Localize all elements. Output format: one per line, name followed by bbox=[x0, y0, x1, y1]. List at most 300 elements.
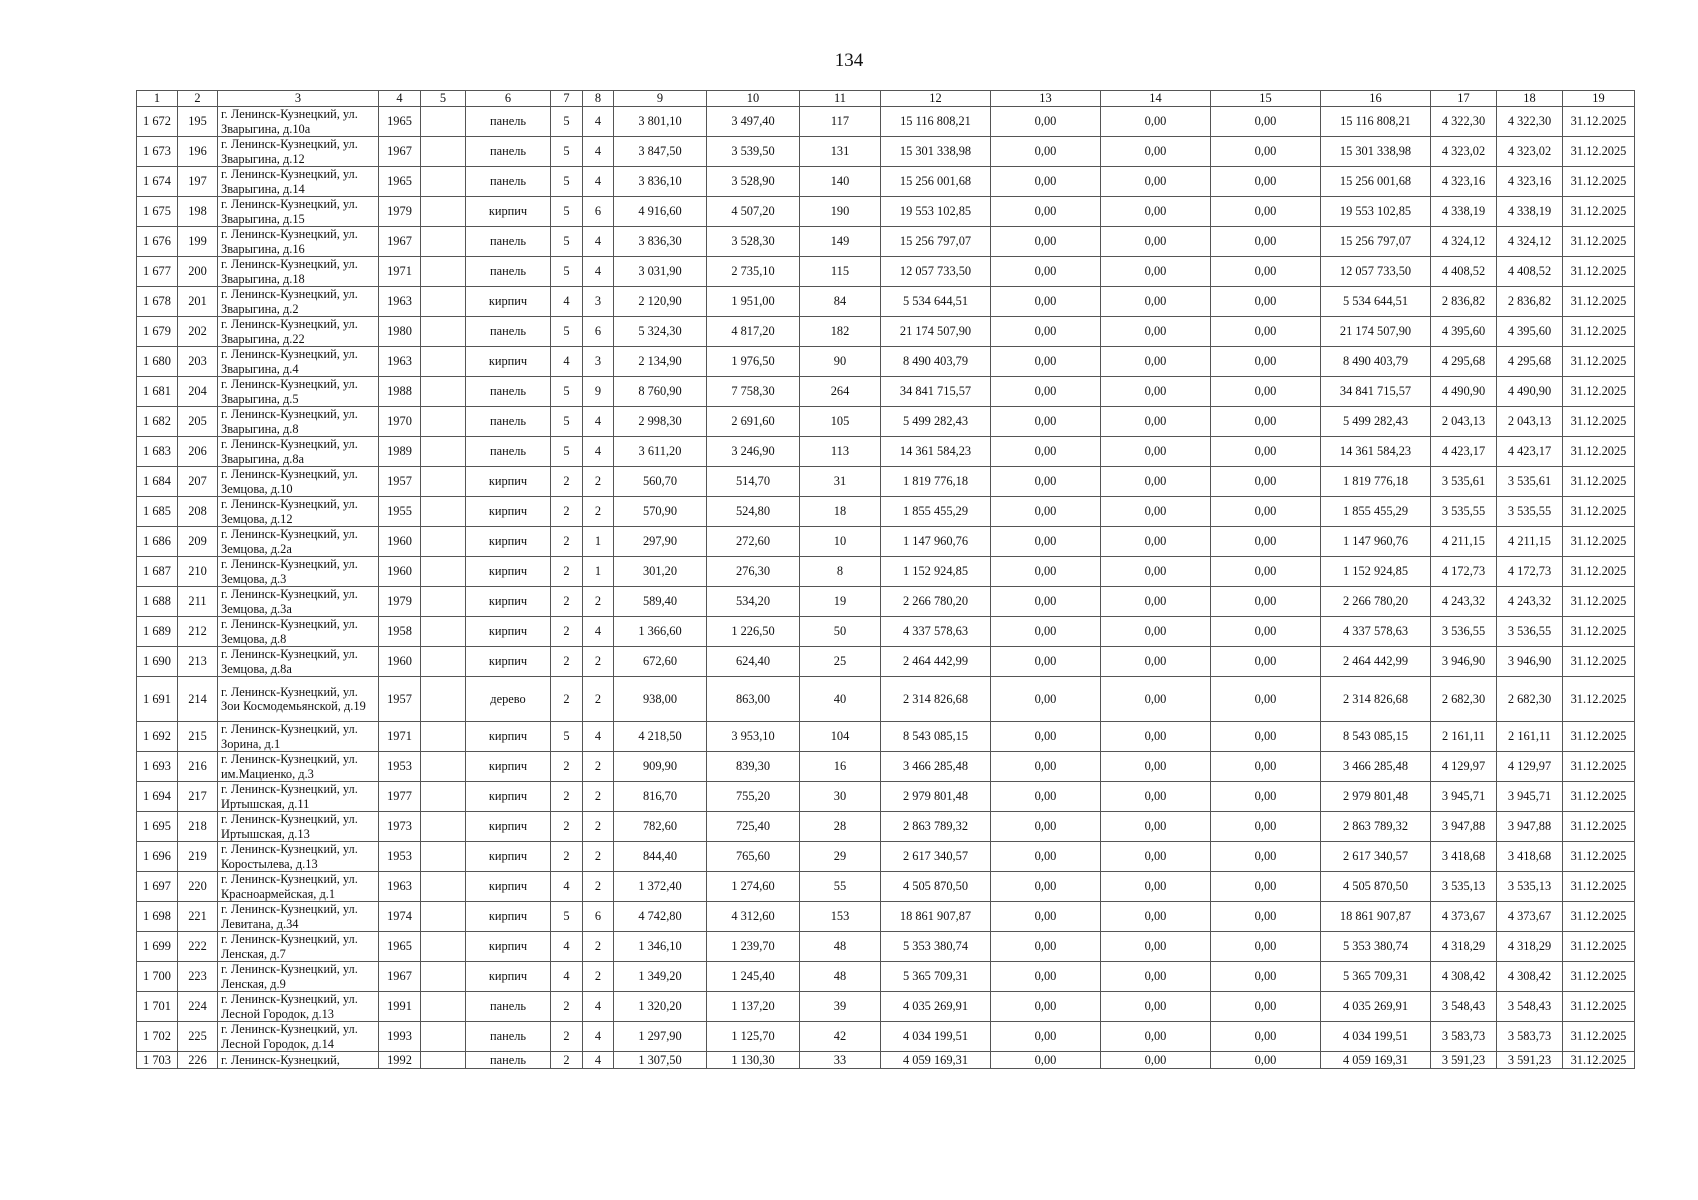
table-cell: 4 395,60 bbox=[1497, 317, 1563, 347]
table-cell: 15 256 001,68 bbox=[1321, 167, 1431, 197]
table-cell bbox=[421, 257, 466, 287]
table-cell: 1 692 bbox=[137, 722, 178, 752]
table-cell: 0,00 bbox=[991, 527, 1101, 557]
table-cell: 1 699 bbox=[137, 932, 178, 962]
table-cell: 2 617 340,57 bbox=[1321, 842, 1431, 872]
column-header-15: 15 bbox=[1211, 91, 1321, 107]
table-cell: 0,00 bbox=[1101, 1052, 1211, 1069]
table-row bbox=[137, 647, 1635, 677]
table-cell: 2 bbox=[583, 752, 614, 782]
column-header-11: 11 bbox=[800, 91, 881, 107]
table-cell: 2 bbox=[551, 752, 583, 782]
table-cell: 222 bbox=[178, 932, 218, 962]
table-cell: 3 536,55 bbox=[1431, 617, 1497, 647]
table-cell: 1 674 bbox=[137, 167, 178, 197]
table-cell: 2 bbox=[583, 842, 614, 872]
table-cell: 1 694 bbox=[137, 782, 178, 812]
table-cell: 2 266 780,20 bbox=[881, 587, 991, 617]
table-cell: 8 543 085,15 bbox=[1321, 722, 1431, 752]
table-cell: 213 bbox=[178, 647, 218, 677]
table-cell: 8 760,90 bbox=[614, 377, 707, 407]
table-cell: 6 bbox=[583, 902, 614, 932]
table-cell: 0,00 bbox=[991, 137, 1101, 167]
table-cell: 0,00 bbox=[1101, 107, 1211, 137]
table-cell: 210 bbox=[178, 557, 218, 587]
table-cell: 220 bbox=[178, 872, 218, 902]
table-cell: 30 bbox=[800, 782, 881, 812]
table-cell: 2 120,90 bbox=[614, 287, 707, 317]
table-cell: 524,80 bbox=[707, 497, 800, 527]
table-cell: 153 bbox=[800, 902, 881, 932]
table-cell: 4 129,97 bbox=[1497, 752, 1563, 782]
table-cell: 0,00 bbox=[991, 677, 1101, 722]
table-cell: кирпич bbox=[466, 587, 551, 617]
address-cell: г. Ленинск-Кузнецкий, ул. Зварыгина, д.15 bbox=[218, 197, 379, 227]
table-cell: 48 bbox=[800, 932, 881, 962]
table-cell: 2 bbox=[551, 992, 583, 1022]
table-cell: панель bbox=[466, 107, 551, 137]
table-cell: 208 bbox=[178, 497, 218, 527]
table-cell: 207 bbox=[178, 467, 218, 497]
table-cell bbox=[421, 647, 466, 677]
table-cell: 3 466 285,48 bbox=[1321, 752, 1431, 782]
table-cell: кирпич bbox=[466, 527, 551, 557]
address-cell: г. Ленинск-Кузнецкий, ул. Зварыгина, д.2 bbox=[218, 287, 379, 317]
table-cell: 3 535,55 bbox=[1431, 497, 1497, 527]
table-cell: 2 bbox=[551, 467, 583, 497]
table-row bbox=[137, 107, 1635, 137]
table-cell: 0,00 bbox=[1211, 467, 1321, 497]
table-cell: 1 320,20 bbox=[614, 992, 707, 1022]
table-cell: 1 700 bbox=[137, 962, 178, 992]
table-cell: 0,00 bbox=[991, 902, 1101, 932]
table-cell: кирпич bbox=[466, 872, 551, 902]
table-cell: 105 bbox=[800, 407, 881, 437]
column-header-13: 13 bbox=[991, 91, 1101, 107]
table-cell: 9 bbox=[583, 377, 614, 407]
table-cell: 3 611,20 bbox=[614, 437, 707, 467]
table-cell: 0,00 bbox=[991, 557, 1101, 587]
table-cell: 10 bbox=[800, 527, 881, 557]
table-cell: 31.12.2025 bbox=[1563, 617, 1635, 647]
table-cell bbox=[421, 437, 466, 467]
table-cell bbox=[421, 497, 466, 527]
table-cell: 3 418,68 bbox=[1497, 842, 1563, 872]
column-header-10: 10 bbox=[707, 91, 800, 107]
table-cell: 4 423,17 bbox=[1497, 437, 1563, 467]
table-cell: 4 034 199,51 bbox=[1321, 1022, 1431, 1052]
table-cell: кирпич bbox=[466, 962, 551, 992]
table-row bbox=[137, 932, 1635, 962]
table-row bbox=[137, 1022, 1635, 1052]
table-cell: 0,00 bbox=[1101, 557, 1211, 587]
table-cell: 2 bbox=[551, 497, 583, 527]
table-cell: 0,00 bbox=[991, 227, 1101, 257]
table-cell: 4 295,68 bbox=[1431, 347, 1497, 377]
table-cell: 31.12.2025 bbox=[1563, 137, 1635, 167]
table-cell: 1 702 bbox=[137, 1022, 178, 1052]
table-cell: 0,00 bbox=[991, 407, 1101, 437]
table-cell: 264 bbox=[800, 377, 881, 407]
table-cell: кирпич bbox=[466, 347, 551, 377]
table-cell: 15 301 338,98 bbox=[1321, 137, 1431, 167]
table-cell: 3 535,61 bbox=[1497, 467, 1563, 497]
table-cell bbox=[421, 287, 466, 317]
column-header-9: 9 bbox=[614, 91, 707, 107]
column-header-17: 17 bbox=[1431, 91, 1497, 107]
table-cell: 570,90 bbox=[614, 497, 707, 527]
table-cell: 0,00 bbox=[1101, 527, 1211, 557]
table-cell: 0,00 bbox=[991, 722, 1101, 752]
header-row bbox=[137, 91, 1635, 107]
table-cell: 3 847,50 bbox=[614, 137, 707, 167]
table-cell: 0,00 bbox=[1101, 932, 1211, 962]
table-cell: 203 bbox=[178, 347, 218, 377]
table-cell: 2 617 340,57 bbox=[881, 842, 991, 872]
address-cell: г. Ленинск-Кузнецкий, ул. Земцова, д.3 bbox=[218, 557, 379, 587]
table-cell bbox=[421, 407, 466, 437]
table-cell: 217 bbox=[178, 782, 218, 812]
table-cell: 14 361 584,23 bbox=[881, 437, 991, 467]
table-cell: 2 161,11 bbox=[1497, 722, 1563, 752]
table-cell: 4 324,12 bbox=[1497, 227, 1563, 257]
table-cell: 1989 bbox=[379, 437, 421, 467]
table-cell: 1957 bbox=[379, 677, 421, 722]
table-cell: 198 bbox=[178, 197, 218, 227]
table-cell: 190 bbox=[800, 197, 881, 227]
table-cell: 0,00 bbox=[1211, 317, 1321, 347]
table-cell: 28 bbox=[800, 812, 881, 842]
table-cell: 1 693 bbox=[137, 752, 178, 782]
table-cell: 1 951,00 bbox=[707, 287, 800, 317]
table-cell: 31.12.2025 bbox=[1563, 317, 1635, 347]
table-cell: 3 539,50 bbox=[707, 137, 800, 167]
table-row bbox=[137, 377, 1635, 407]
table-cell: 2 979 801,48 bbox=[881, 782, 991, 812]
table-cell: кирпич bbox=[466, 902, 551, 932]
table-cell bbox=[421, 377, 466, 407]
table-cell: 33 bbox=[800, 1052, 881, 1069]
table-row bbox=[137, 872, 1635, 902]
table-cell: 4 742,80 bbox=[614, 902, 707, 932]
table-row bbox=[137, 407, 1635, 437]
table-cell: 34 841 715,57 bbox=[1321, 377, 1431, 407]
table-cell: 1965 bbox=[379, 167, 421, 197]
table-cell: 0,00 bbox=[1101, 1022, 1211, 1052]
table-cell: 0,00 bbox=[991, 437, 1101, 467]
table-cell: 1960 bbox=[379, 647, 421, 677]
table-cell bbox=[421, 137, 466, 167]
table-row bbox=[137, 1052, 1635, 1069]
table-cell: 1963 bbox=[379, 872, 421, 902]
table-cell: 205 bbox=[178, 407, 218, 437]
table-cell: 3 535,55 bbox=[1497, 497, 1563, 527]
table-cell: 2 bbox=[551, 527, 583, 557]
table-cell: 3 536,55 bbox=[1497, 617, 1563, 647]
table-cell: 29 bbox=[800, 842, 881, 872]
table-cell: 0,00 bbox=[991, 752, 1101, 782]
table-cell: 0,00 bbox=[991, 647, 1101, 677]
table-cell: кирпич bbox=[466, 617, 551, 647]
table-cell: 2 682,30 bbox=[1431, 677, 1497, 722]
table-cell: 31.12.2025 bbox=[1563, 587, 1635, 617]
table-cell: 3 418,68 bbox=[1431, 842, 1497, 872]
table-cell: 1 687 bbox=[137, 557, 178, 587]
table-cell: 104 bbox=[800, 722, 881, 752]
table-cell: 21 174 507,90 bbox=[881, 317, 991, 347]
table-cell bbox=[421, 782, 466, 812]
table-cell: 0,00 bbox=[1211, 872, 1321, 902]
table-cell: 589,40 bbox=[614, 587, 707, 617]
table-cell: 4 035 269,91 bbox=[881, 992, 991, 1022]
table-cell: 31.12.2025 bbox=[1563, 497, 1635, 527]
table-cell: 6 bbox=[583, 317, 614, 347]
table-cell: 2 bbox=[583, 932, 614, 962]
table-cell bbox=[421, 1052, 466, 1069]
table-cell: 0,00 bbox=[991, 467, 1101, 497]
table-cell: 4 059 169,31 bbox=[1321, 1052, 1431, 1069]
table-cell: 31.12.2025 bbox=[1563, 962, 1635, 992]
table-cell: 8 490 403,79 bbox=[1321, 347, 1431, 377]
table-cell: 25 bbox=[800, 647, 881, 677]
table-row bbox=[137, 527, 1635, 557]
table-cell: 5 bbox=[551, 407, 583, 437]
table-cell: 31.12.2025 bbox=[1563, 722, 1635, 752]
table-row bbox=[137, 722, 1635, 752]
table-cell: 211 bbox=[178, 587, 218, 617]
column-header-6: 6 bbox=[466, 91, 551, 107]
table-cell: 3 946,90 bbox=[1497, 647, 1563, 677]
table-cell: 4 318,29 bbox=[1431, 932, 1497, 962]
table-cell: 40 bbox=[800, 677, 881, 722]
table-cell: 0,00 bbox=[1101, 257, 1211, 287]
table-cell: кирпич bbox=[466, 752, 551, 782]
table-cell: 15 116 808,21 bbox=[881, 107, 991, 137]
table-cell: 196 bbox=[178, 137, 218, 167]
table-cell: 1 366,60 bbox=[614, 617, 707, 647]
table-cell: 1 685 bbox=[137, 497, 178, 527]
table-cell: 0,00 bbox=[1211, 437, 1321, 467]
table-cell: 12 057 733,50 bbox=[1321, 257, 1431, 287]
table-cell: 31.12.2025 bbox=[1563, 677, 1635, 722]
table-cell: 4 bbox=[583, 437, 614, 467]
table-cell: 200 bbox=[178, 257, 218, 287]
table-cell: 1 696 bbox=[137, 842, 178, 872]
table-cell: 15 256 797,07 bbox=[1321, 227, 1431, 257]
table-cell bbox=[421, 467, 466, 497]
table-cell: 4 308,42 bbox=[1431, 962, 1497, 992]
table-cell: кирпич bbox=[466, 497, 551, 527]
table-cell: 218 bbox=[178, 812, 218, 842]
table-cell: 4 373,67 bbox=[1497, 902, 1563, 932]
table-cell: 0,00 bbox=[991, 197, 1101, 227]
table-cell: кирпич bbox=[466, 782, 551, 812]
table-cell: 4 034 199,51 bbox=[881, 1022, 991, 1052]
table-cell bbox=[421, 197, 466, 227]
table-cell: 0,00 bbox=[991, 107, 1101, 137]
table-row bbox=[137, 842, 1635, 872]
table-cell: 1 682 bbox=[137, 407, 178, 437]
table-cell: 1967 bbox=[379, 227, 421, 257]
table-cell: 226 bbox=[178, 1052, 218, 1069]
table-cell: 4 318,29 bbox=[1497, 932, 1563, 962]
table-cell: кирпич bbox=[466, 842, 551, 872]
table-cell: 2 314 826,68 bbox=[881, 677, 991, 722]
table-cell: 3 947,88 bbox=[1431, 812, 1497, 842]
table-cell: 0,00 bbox=[1211, 812, 1321, 842]
table-cell: 84 bbox=[800, 287, 881, 317]
table-cell: 2 161,11 bbox=[1431, 722, 1497, 752]
table-cell: 1 689 bbox=[137, 617, 178, 647]
table-cell: 1955 bbox=[379, 497, 421, 527]
table-cell: 0,00 bbox=[1101, 167, 1211, 197]
table-cell: 5 bbox=[551, 317, 583, 347]
table-cell: 140 bbox=[800, 167, 881, 197]
table-cell: 31.12.2025 bbox=[1563, 902, 1635, 932]
column-header-16: 16 bbox=[1321, 91, 1431, 107]
table-cell: 0,00 bbox=[991, 812, 1101, 842]
table-cell: 0,00 bbox=[1101, 617, 1211, 647]
table-cell: 5 bbox=[551, 437, 583, 467]
address-cell: г. Ленинск-Кузнецкий, ул. Лесной Городок, д.14 bbox=[218, 1022, 379, 1052]
table-cell: 4 312,60 bbox=[707, 902, 800, 932]
table-cell: 725,40 bbox=[707, 812, 800, 842]
table-cell: 1973 bbox=[379, 812, 421, 842]
table-cell: 31.12.2025 bbox=[1563, 197, 1635, 227]
table-cell: 4 211,15 bbox=[1431, 527, 1497, 557]
table-cell: 2 682,30 bbox=[1497, 677, 1563, 722]
table-cell: 4 bbox=[583, 1052, 614, 1069]
table-cell: 3 031,90 bbox=[614, 257, 707, 287]
table-cell: 214 bbox=[178, 677, 218, 722]
table-cell: 0,00 bbox=[1101, 227, 1211, 257]
table-cell: 1971 bbox=[379, 722, 421, 752]
table-cell: 1 307,50 bbox=[614, 1052, 707, 1069]
table-cell: 0,00 bbox=[1211, 677, 1321, 722]
table-cell: 4 bbox=[583, 167, 614, 197]
table-cell: 31.12.2025 bbox=[1563, 257, 1635, 287]
table-body bbox=[137, 107, 1635, 1069]
table-cell: 3 591,23 bbox=[1431, 1052, 1497, 1069]
table-cell: 1 683 bbox=[137, 437, 178, 467]
table-cell: 514,70 bbox=[707, 467, 800, 497]
table-cell: 0,00 bbox=[1211, 962, 1321, 992]
table-cell: 1 686 bbox=[137, 527, 178, 557]
table-cell: 297,90 bbox=[614, 527, 707, 557]
table-cell: 19 553 102,85 bbox=[881, 197, 991, 227]
table-cell: 1970 bbox=[379, 407, 421, 437]
table-cell: 1 274,60 bbox=[707, 872, 800, 902]
column-header-8: 8 bbox=[583, 91, 614, 107]
table-cell: панель bbox=[466, 377, 551, 407]
table-row bbox=[137, 752, 1635, 782]
table-cell: 0,00 bbox=[1101, 317, 1211, 347]
table-row bbox=[137, 587, 1635, 617]
table-cell: 15 256 001,68 bbox=[881, 167, 991, 197]
housing-register-table bbox=[136, 90, 1635, 1069]
table-cell: 31.12.2025 bbox=[1563, 842, 1635, 872]
table-cell: 3 945,71 bbox=[1497, 782, 1563, 812]
table-cell: 31.12.2025 bbox=[1563, 812, 1635, 842]
table-cell: панель bbox=[466, 137, 551, 167]
table-cell: 31.12.2025 bbox=[1563, 227, 1635, 257]
address-cell: г. Ленинск-Кузнецкий, ул. Коростылева, д.13 bbox=[218, 842, 379, 872]
table-cell: 1974 bbox=[379, 902, 421, 932]
table-cell: 2 bbox=[551, 812, 583, 842]
table-cell: 1979 bbox=[379, 587, 421, 617]
table-cell: 3 548,43 bbox=[1431, 992, 1497, 1022]
table-cell: 0,00 bbox=[1101, 407, 1211, 437]
table-cell: 1 681 bbox=[137, 377, 178, 407]
table-cell bbox=[421, 872, 466, 902]
table-cell: 206 bbox=[178, 437, 218, 467]
table-cell: дерево bbox=[466, 677, 551, 722]
table-cell: 3 535,61 bbox=[1431, 467, 1497, 497]
table-cell: 1 349,20 bbox=[614, 962, 707, 992]
table-cell: 0,00 bbox=[1211, 107, 1321, 137]
column-header-3: 3 bbox=[218, 91, 379, 107]
table-cell: 31.12.2025 bbox=[1563, 1022, 1635, 1052]
table-cell: 216 bbox=[178, 752, 218, 782]
table-cell: 212 bbox=[178, 617, 218, 647]
table-cell: 3 bbox=[583, 347, 614, 377]
table-cell: 113 bbox=[800, 437, 881, 467]
table-cell: 0,00 bbox=[991, 317, 1101, 347]
table-cell: 8 bbox=[800, 557, 881, 587]
table-cell: 5 353 380,74 bbox=[1321, 932, 1431, 962]
table-cell: 4 324,12 bbox=[1431, 227, 1497, 257]
table-cell: 2 266 780,20 bbox=[1321, 587, 1431, 617]
table-cell bbox=[421, 527, 466, 557]
table-cell: 31.12.2025 bbox=[1563, 107, 1635, 137]
table-cell: 195 bbox=[178, 107, 218, 137]
table-row bbox=[137, 467, 1635, 497]
table-row bbox=[137, 287, 1635, 317]
table-cell: 909,90 bbox=[614, 752, 707, 782]
table-cell: 5 bbox=[551, 377, 583, 407]
table-cell: 19 553 102,85 bbox=[1321, 197, 1431, 227]
table-cell: 5 bbox=[551, 197, 583, 227]
table-cell: 4 423,17 bbox=[1431, 437, 1497, 467]
table-row bbox=[137, 167, 1635, 197]
address-cell: г. Ленинск-Кузнецкий, ул. Зои Космодемьянской, д.19 bbox=[218, 677, 379, 722]
address-cell: г. Ленинск-Кузнецкий, ул. Ленская, д.9 bbox=[218, 962, 379, 992]
table-cell: 0,00 bbox=[1211, 647, 1321, 677]
table-cell: кирпич bbox=[466, 287, 551, 317]
table-cell: 225 bbox=[178, 1022, 218, 1052]
table-cell: 90 bbox=[800, 347, 881, 377]
table-cell: 2 134,90 bbox=[614, 347, 707, 377]
table-cell: 1993 bbox=[379, 1022, 421, 1052]
column-header-19: 19 bbox=[1563, 91, 1635, 107]
table-cell: 31.12.2025 bbox=[1563, 992, 1635, 1022]
table-cell: 0,00 bbox=[1211, 1022, 1321, 1052]
table-row bbox=[137, 257, 1635, 287]
address-cell: г. Ленинск-Кузнецкий, ул. Земцова, д.12 bbox=[218, 497, 379, 527]
table-cell: 755,20 bbox=[707, 782, 800, 812]
table-cell: 4 bbox=[551, 962, 583, 992]
table-cell: 204 bbox=[178, 377, 218, 407]
address-cell: г. Ленинск-Кузнецкий, ул. Зварыгина, д.22 bbox=[218, 317, 379, 347]
table-cell: 0,00 bbox=[1211, 617, 1321, 647]
table-cell: 3 945,71 bbox=[1431, 782, 1497, 812]
table-cell: 0,00 bbox=[991, 167, 1101, 197]
table-cell: 3 bbox=[583, 287, 614, 317]
table-cell: 3 497,40 bbox=[707, 107, 800, 137]
table-cell: 4 295,68 bbox=[1497, 347, 1563, 377]
table-cell: 4 337 578,63 bbox=[1321, 617, 1431, 647]
table-cell: 2 bbox=[551, 557, 583, 587]
